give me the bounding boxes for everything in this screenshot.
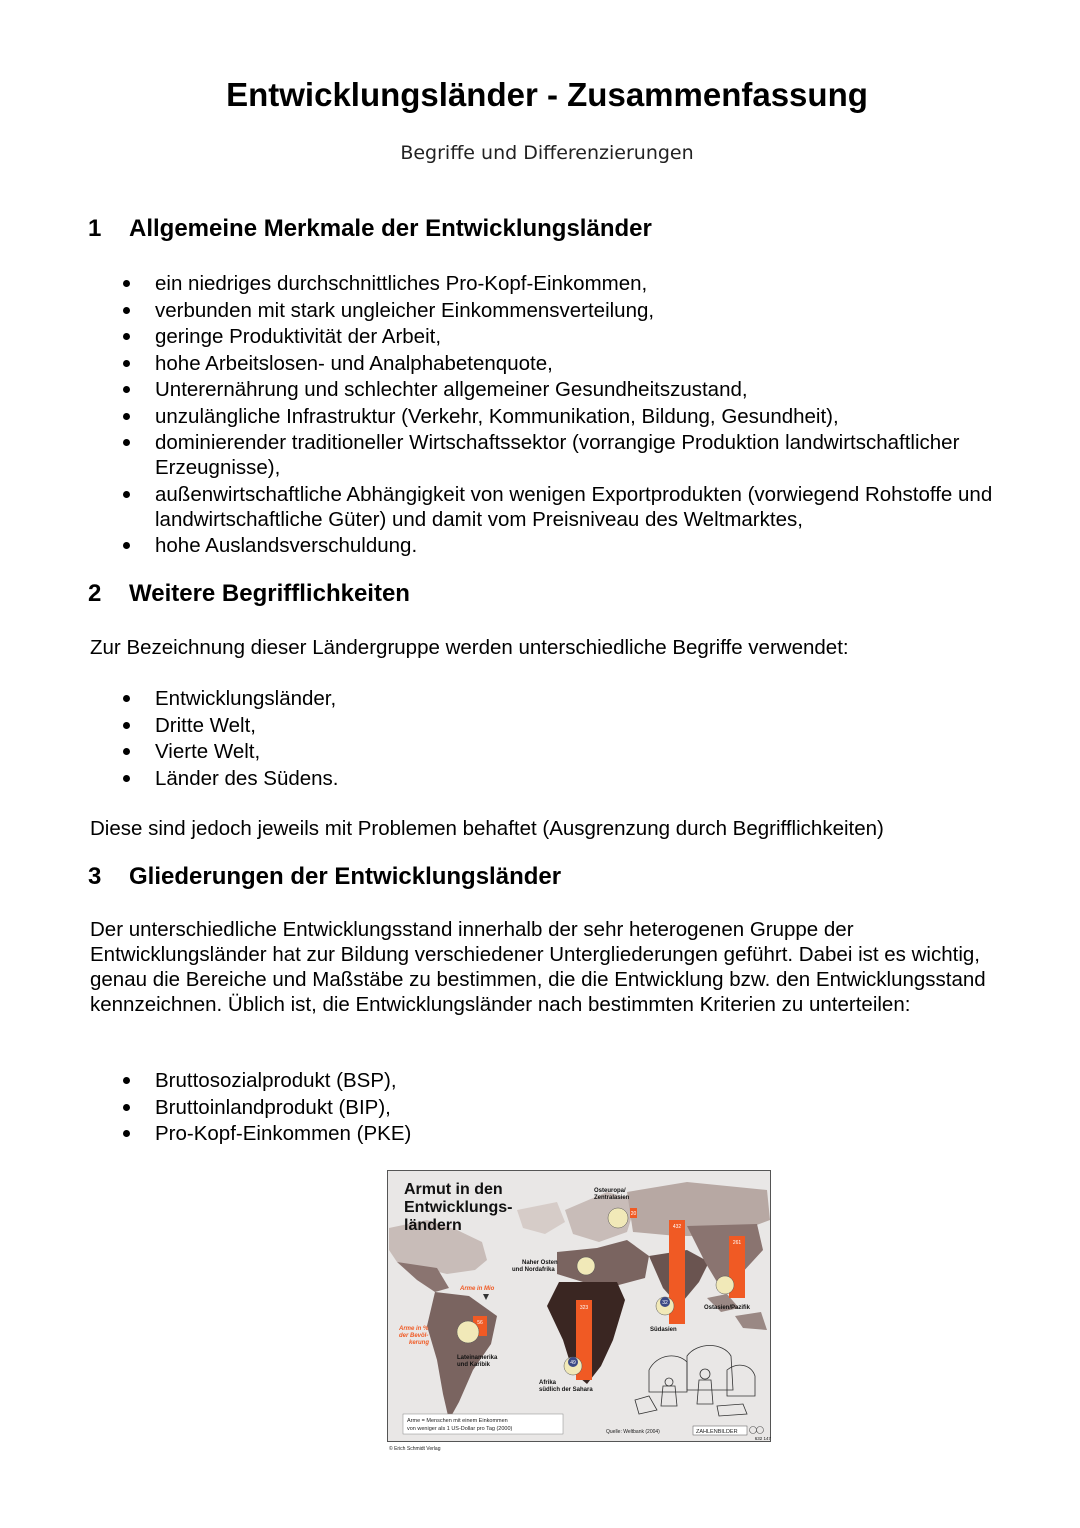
section-1-title: Allgemeine Merkmale der Entwicklungsländer [129, 215, 652, 242]
pie-middle-east [577, 1257, 595, 1275]
section-3-list [120, 1068, 1000, 1148]
section-3-paragraph: Der unterschiedliche Entwicklungsstand innerhalb der sehr heterogenen Gruppe der Entwicklungsländer hat zur Bildung verschiedener Untergliederungen geführt. Dabei ist es wichtig, genau die Bereiche und Maßstäbe zu bestimmen, die die Entwicklung bzw. den Entwicklungsstand kennzeichnen. Üblich ist, die Entwicklungsländer nach bestimmten Kriterien zu unterteilen: [90, 918, 986, 1016]
bar-value-south-asia: 432 [672, 1224, 682, 1230]
pct-value-south-asia: 32 [662, 1300, 668, 1306]
publisher-label: © Erich Schmidt Verlag [389, 1446, 441, 1452]
section-2-outro: Diese sind jedoch jeweils mit Problemen behaftet (Ausgrenzung durch Begrifflichkeiten) [90, 817, 884, 840]
list-item: Unterernährung und schlechter allgemeiner Gesundheitszustand, [120, 377, 1000, 402]
region-label-east-asia: Ostasien/Pazifik [704, 1305, 751, 1311]
document-title: Entwicklungsländer - Zusammenfassung [226, 76, 868, 113]
region-label-latin-america: Lateinamerika [457, 1355, 498, 1361]
list-item: Länder des Südens. [120, 766, 1000, 791]
figure-title-line-3: ländern [404, 1217, 462, 1234]
list-item: Bruttosozialprodukt (BSP), [120, 1068, 1000, 1093]
document-subtitle: Begriffe und Differenzierungen [400, 142, 694, 164]
list-item: dominierender traditioneller Wirtschaftssektor (vorrangige Produktion landwirtschaftlicher Erzeugnisse), [120, 430, 1000, 480]
definition-note-line-1: Arme = Menschen mit einem Einkommen [407, 1418, 508, 1424]
list-item: unzulängliche Infrastruktur (Verkehr, Kommunikation, Bildung, Gesundheit), [120, 404, 1000, 429]
pie-latin-america [457, 1321, 479, 1343]
region-label-eastern-europe-2: Zentralasien [594, 1195, 630, 1201]
pct-value-africa: 49 [570, 1360, 576, 1366]
list-item: hohe Auslandsverschuldung. [120, 533, 1000, 558]
region-label-eastern-europe: Osteuropa/ [594, 1188, 626, 1194]
legend-pct-line-3: kerung [409, 1340, 430, 1346]
list-item: hohe Arbeitslosen- und Analphabetenquote, [120, 351, 1000, 376]
list-item: Dritte Welt, [120, 713, 1000, 738]
list-item: ein niedriges durchschnittliches Pro-Kopf-Einkommen, [120, 271, 1000, 296]
section-2-intro: Zur Bezeichnung dieser Ländergruppe werden unterschiedliche Begriffe verwendet: [90, 636, 849, 659]
region-label-south-asia: Südasien [650, 1327, 677, 1333]
region-label-middle-east: Naher Osten [522, 1260, 558, 1266]
section-2-heading [88, 580, 410, 608]
source-label: Quelle: Weltbank (2004) [606, 1429, 660, 1435]
bar-value-latin-america: 56 [477, 1320, 483, 1326]
figure-code: 632 147 [754, 1436, 771, 1441]
region-label-latin-america-2: und Karibik [457, 1362, 491, 1368]
brand-label: ZAHLENBILDER [696, 1429, 738, 1435]
legend-pct-line-2: der Bevöl- [399, 1333, 429, 1339]
section-3-heading [88, 863, 561, 891]
list-item: Entwicklungsländer, [120, 686, 1000, 711]
poverty-map-figure [387, 1170, 771, 1454]
section-3-title: Gliederungen der Entwicklungsländer [129, 863, 562, 890]
list-item: Pro-Kopf-Einkommen (PKE) [120, 1121, 1000, 1146]
legend-pct-line-1: Arme in % [399, 1326, 429, 1332]
section-3-number: 3 [88, 863, 102, 890]
bar-value-africa: 323 [579, 1305, 589, 1311]
list-item: Vierte Welt, [120, 739, 1000, 764]
section-2-list [120, 686, 1000, 792]
legend-count-label: Arme in Mio [460, 1286, 495, 1292]
section-2-title: Weitere Begrifflichkeiten [129, 580, 410, 607]
bar-value-east-asia: 261 [732, 1240, 742, 1246]
section-2-number: 2 [88, 580, 102, 607]
figure-title-line-1: Armut in den [404, 1181, 503, 1198]
pie-east-asia [716, 1276, 734, 1294]
section-1-heading [88, 215, 652, 243]
definition-note-line-2: von weniger als 1 US-Dollar pro Tag (2000) [407, 1426, 513, 1432]
region-label-africa-2: südlich der Sahara [539, 1387, 593, 1393]
section-1-number: 1 [88, 215, 102, 242]
figure-title-line-2: Entwicklungs- [404, 1199, 513, 1216]
list-item: Bruttoinlandprodukt (BIP), [120, 1095, 1000, 1120]
list-item: verbunden mit stark ungleicher Einkommensverteilung, [120, 298, 1000, 323]
list-item: außenwirtschaftliche Abhängigkeit von wenigen Exportprodukten (vorwiegend Rohstoffe und landwirtschaftliche Güter) und damit vom Preisniveau des Weltmarktes, [120, 482, 1000, 532]
bar-value-eastern-europe: 20 [630, 1211, 637, 1217]
region-label-middle-east-2: und Nordafrika [512, 1267, 555, 1273]
section-1-list [120, 271, 1000, 560]
list-item: geringe Produktivität der Arbeit, [120, 324, 1000, 349]
pie-eastern-europe [608, 1208, 628, 1228]
region-label-africa: Afrika [539, 1380, 557, 1386]
